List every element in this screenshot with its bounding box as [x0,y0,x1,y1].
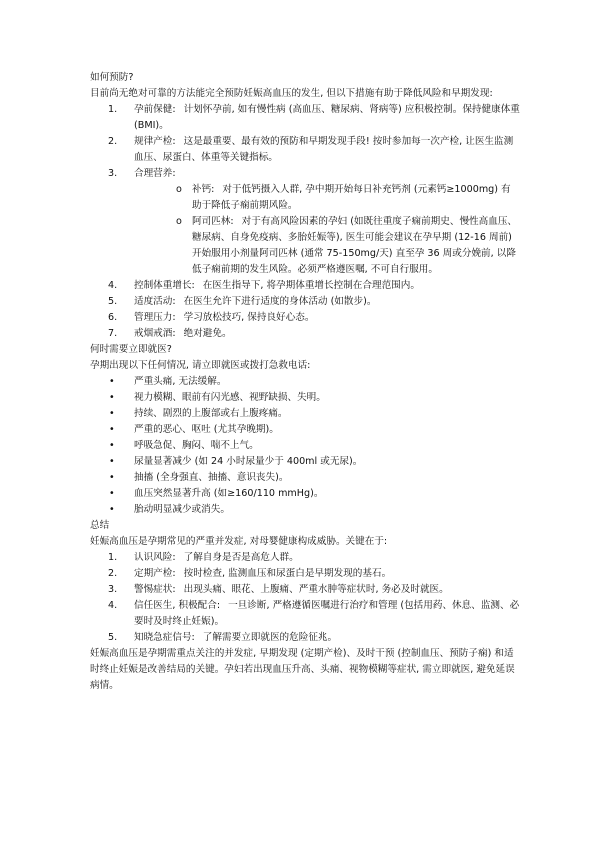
item-text: 呼吸急促、胸闷、喘不上气。 [134,440,259,451]
item-title: 知晓急症信号: [134,632,195,643]
item-title: 阿司匹林: [192,216,234,227]
list-number: 1. [108,552,118,563]
item-text: 抽搐 (全身强直、抽搐、意识丧失)。 [134,472,289,483]
emergency-list [90,374,520,518]
bullet-icon: • [109,488,115,499]
list-number: 2. [108,136,118,147]
list-item [90,326,520,342]
bullet-icon: • [109,440,115,451]
list-number: 6. [108,312,118,323]
item-text: 出现头痛、眼花、上腹痛、严重水肿等症状时, 务必及时就医。 [183,584,449,595]
item-text: 按时检查, 监测血压和尿蛋白是早期发现的基石。 [183,568,392,579]
list-item [90,566,520,582]
item-text: 胎动明显减少或消失。 [134,504,230,515]
document-page [90,70,520,694]
list-number: 5. [108,632,118,643]
list-item [90,134,520,166]
list-number: 4. [108,600,118,611]
item-title: 补钙: [192,184,215,195]
item-text: 视力模糊、眼前有闪光感、视野缺损、失明。 [134,392,326,403]
summary-heading: 总结 [90,520,110,531]
list-item [90,438,520,454]
list-number: 7. [108,328,118,339]
emergency-heading: 何时需要立即就医? [90,344,172,355]
list-item [90,470,520,486]
item-title: 控制体重增长: [134,280,195,291]
prevention-intro: 目前尚无绝对可靠的方法能完全预防妊娠高血压的发生, 但以下措施有助于降低风险和早期发现: [90,88,493,99]
item-title: 管理压力: [134,312,176,323]
bullet-icon: • [109,456,115,467]
prevention-list [90,102,520,342]
sub-list-item [176,214,520,278]
item-text: 对于低钙摄入人群, 孕中期开始每日补充钙剂 (元素钙≥1000mg) 有助于降低子痫前期风险。 [192,184,511,211]
list-item [90,502,520,518]
list-number: 1. [108,104,118,115]
list-number: 2. [108,568,118,579]
list-item [90,582,520,598]
item-title: 认识风险: [134,552,176,563]
item-text: 持续、剧烈的上腹部或右上腹疼痛。 [134,408,288,419]
list-item [90,630,520,646]
circle-bullet-icon: o [176,216,182,227]
item-title: 定期产检: [134,568,176,579]
list-item [90,278,520,294]
prevention-heading: 如何预防? [90,72,134,83]
list-item [90,486,520,502]
summary-intro: 妊娠高血压是孕期常见的严重并发症, 对母婴健康构成威胁。关键在于: [90,536,388,547]
list-number: 4. [108,280,118,291]
list-number: 3. [108,584,118,595]
summary-list [90,550,520,646]
item-title: 警惕症状: [134,584,176,595]
list-item [90,310,520,326]
item-text: 在医生允许下进行适度的身体活动 (如散步)。 [183,296,377,307]
item-text: 一旦诊断, 严格遵循医嘱进行治疗和管理 (包括用药、休息、监测、必要时及时终止妊娠)。 [134,600,520,627]
item-title: 戒烟戒酒: [134,328,176,339]
list-number: 3. [108,168,118,179]
list-item [90,102,520,134]
item-title: 规律产检: [134,136,176,147]
item-text: 计划怀孕前, 如有慢性病 (高血压、糖尿病、肾病等) 应积极控制。保持健康体重 (BMI)。 [134,104,520,131]
item-text: 这是最重要、最有效的预防和早期发现手段! 按时参加每一次产检, 让医生监测血压、尿蛋白、体重等关键指标。 [134,136,514,163]
item-text: 严重的恶心、呕吐 (尤其孕晚期)。 [134,424,279,435]
list-item [90,166,520,278]
list-item [90,390,520,406]
bullet-icon: • [109,376,115,387]
item-text: 了解需要立即就医的危险征兆。 [202,632,338,643]
item-text: 学习放松技巧, 保持良好心态。 [183,312,315,323]
list-item [90,550,520,566]
list-item [90,374,520,390]
nutrition-sublist [134,182,520,278]
item-title: 信任医生, 积极配合: [134,600,221,611]
list-item [90,454,520,470]
bullet-icon: • [109,424,115,435]
item-text: 了解自身是否是高危人群。 [183,552,299,563]
emergency-intro: 孕期出现以下任何情况, 请立即就医或拨打急救电话: [90,360,311,371]
item-text: 血压突然显著升高 (如≥160/110 mmHg)。 [134,488,324,499]
list-item [90,406,520,422]
item-text: 在医生指导下, 将孕期体重增长控制在合理范围内。 [202,280,420,291]
bullet-icon: • [109,392,115,403]
item-text: 绝对避免。 [183,328,232,339]
list-number: 5. [108,296,118,307]
summary-closing: 妊娠高血压是孕期需重点关注的并发症, 早期发现 (定期产检)、及时干预 (控制血压、预防子痫) 和适时终止妊娠是改善结局的关键。孕妇若出现血压升高、头痛、视物模糊等症状, 需立即就医, 避免延误病情。 [90,648,515,691]
bullet-icon: • [109,504,115,515]
list-item [90,598,520,630]
bullet-icon: • [109,408,115,419]
item-text: 严重头痛, 无法缓解。 [134,376,227,387]
item-text: 对于有高风险因素的孕妇 (如既往重度子痫前期史、慢性高血压、糖尿病、自身免疫病、多胎妊娠等), 医生可能会建议在孕早期 (12-16 周前) 开始服用小剂量阿司匹林 (通常 75-150mg/天) 直至孕 36 周或分娩前, 以降低子痫前期的发生风险。必须严格遵医嘱, 不可自行服用。 [192,216,518,275]
circle-bullet-icon: o [176,184,182,195]
sub-list-item [176,182,520,214]
item-title: 孕前保健: [134,104,176,115]
item-text: 尿量显著减少 (如 24 小时尿量少于 400ml 或无尿)。 [134,456,363,467]
item-title: 适度活动: [134,296,176,307]
list-item [90,294,520,310]
bullet-icon: • [109,472,115,483]
list-item [90,422,520,438]
item-title: 合理营养: [134,168,176,179]
